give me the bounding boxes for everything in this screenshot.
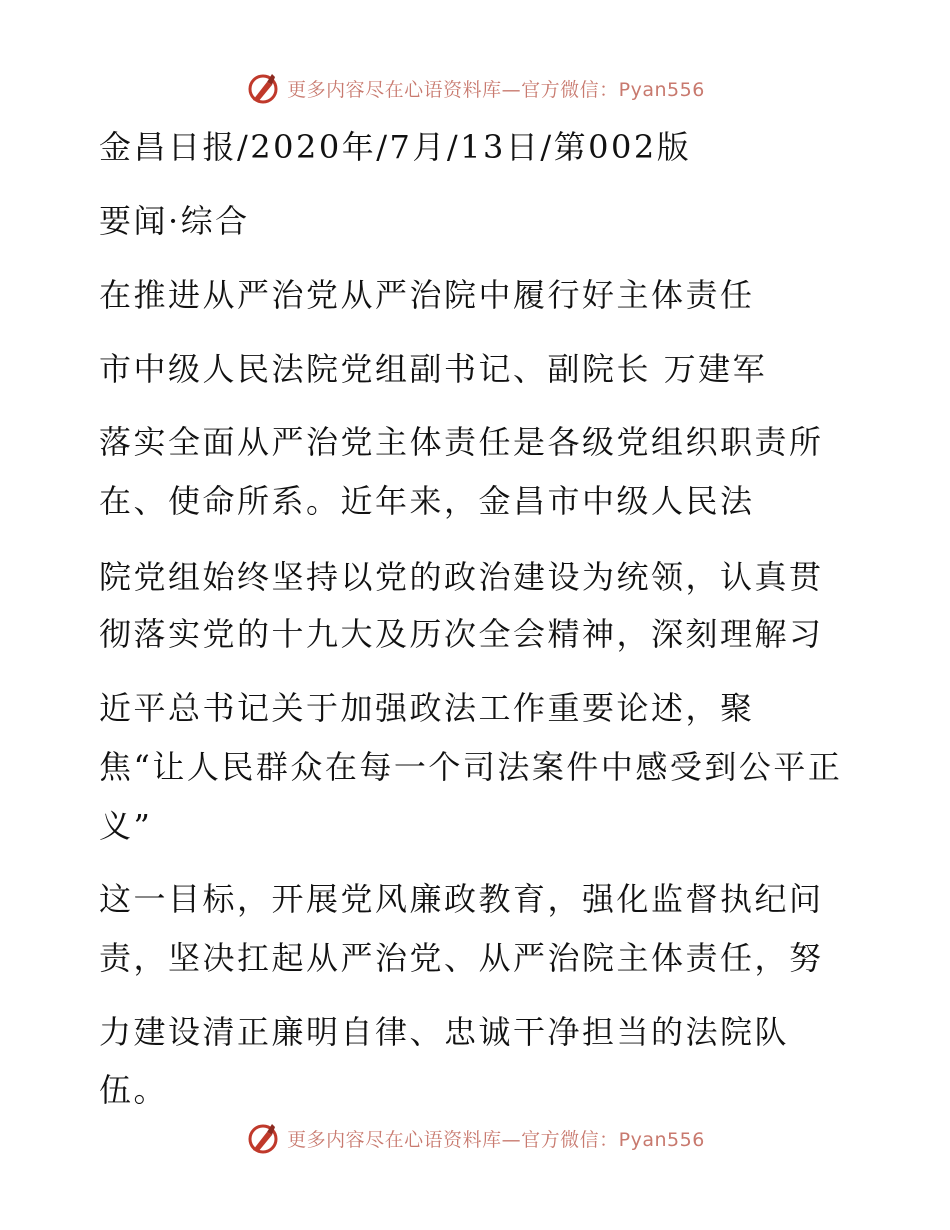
document-line: 伍。 xyxy=(99,1071,169,1109)
watermark-banner-text: 更多内容尽在心语资料库—官方微信：Pyan556 xyxy=(287,1128,705,1151)
pen-logo-icon xyxy=(245,1120,281,1156)
document-line: 义” xyxy=(99,807,153,845)
document-line: 近平总书记关于加强政法工作重要论述，聚 xyxy=(99,689,755,727)
document-line: 力建设清正廉明自律、忠诚干净担当的法院队 xyxy=(99,1013,790,1051)
document-line: 要闻·综合 xyxy=(99,202,250,240)
document-line: 落实全面从严治党主体责任是各级党组织职责所 xyxy=(99,423,824,461)
document-line: 院党组始终坚持以党的政治建设为统领，认真贯 xyxy=(99,558,824,596)
document-line: 市中级人民法院党组副书记、副院长 万建军 xyxy=(99,350,768,388)
watermark-banner-bottom xyxy=(0,1120,950,1156)
document-line: 责，坚决扛起从严治党、从严治院主体责任，努 xyxy=(99,939,824,977)
document-line: 在推进从严治党从严治院中履行好主体责任 xyxy=(99,276,755,314)
document-line: 焦“让人民群众在每一个司法案件中感受到公平正 xyxy=(99,748,843,786)
document-line: 金昌日报/2020年/7月/13日/第002版 xyxy=(99,128,692,166)
document-line: 这一目标，开展党风廉政教育，强化监督执纪问 xyxy=(99,880,824,918)
document-line: 彻落实党的十九大及历次全会精神，深刻理解习 xyxy=(99,615,824,653)
document-line: 在、使命所系。近年来，金昌市中级人民法 xyxy=(99,482,755,520)
watermark-banner-text: 更多内容尽在心语资料库—官方微信：Pyan556 xyxy=(287,78,705,101)
